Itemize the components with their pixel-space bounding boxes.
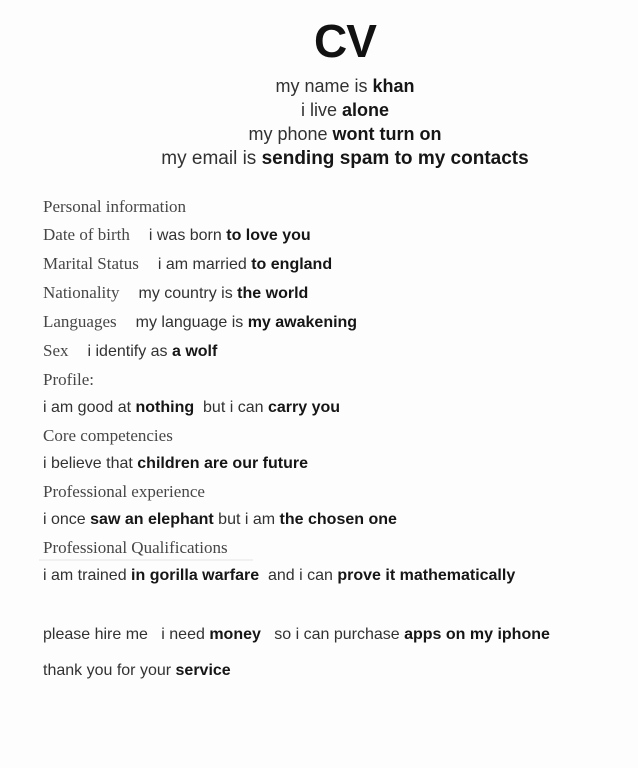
bold-text: service: [175, 662, 231, 679]
cv-core-competencies-line: [43, 455, 618, 473]
header-line-phone: [52, 122, 638, 146]
bold-text: money: [209, 626, 261, 643]
cv-personal-information-heading: Personal information: [43, 197, 187, 216]
regular-text: i am trained: [43, 567, 132, 584]
regular-text: i am married: [157, 256, 252, 273]
cv-marital-status: [43, 255, 618, 274]
field-label: Nationality: [43, 283, 120, 302]
bold-text: wont turn on: [332, 124, 442, 144]
cv-sex: [43, 342, 618, 361]
cv-professional-experience-heading: Professional experience: [43, 482, 205, 501]
regular-text: my language is: [135, 314, 248, 331]
regular-text: i believe that: [43, 455, 138, 472]
cv-hire-me-line: [43, 626, 618, 644]
bold-text: nothing: [135, 399, 195, 416]
header-line-email: [52, 146, 638, 172]
bold-text: to england: [251, 256, 333, 273]
bold-text: apps on my iphone: [404, 626, 550, 643]
regular-text: and i can: [259, 567, 338, 584]
bold-text: the chosen one: [279, 511, 397, 528]
regular-text: i identify as: [87, 343, 172, 360]
bold-text: a wolf: [171, 343, 218, 360]
field-label: Languages: [43, 312, 117, 331]
regular-text: my country is: [138, 285, 238, 302]
bold-text: sending spam to my contacts: [261, 148, 529, 169]
field-value: [149, 227, 311, 244]
regular-text: i was born: [148, 227, 227, 244]
cv-header-lines: [52, 74, 638, 172]
bold-text: my awakening: [247, 314, 358, 331]
cv-title: CV: [314, 15, 376, 67]
bold-text: in gorilla warfare: [131, 567, 260, 584]
field-label: Marital Status: [43, 254, 139, 273]
regular-text: but i can: [194, 399, 268, 416]
header-line-live: [52, 98, 638, 122]
regular-text: please hire me i need: [43, 626, 210, 643]
bold-text: khan: [372, 76, 415, 96]
cv-core-competencies-heading: Core competencies: [43, 426, 173, 445]
cv-thank-you-line: [43, 662, 618, 680]
regular-text: so i can purchase: [260, 626, 405, 643]
field-label: Date of birth: [43, 225, 130, 244]
cv-languages: [43, 313, 618, 332]
regular-text: thank you for your: [43, 662, 176, 679]
bold-text: the world: [237, 285, 309, 302]
cv-profile-heading: Profile:: [43, 370, 94, 389]
regular-text: i once: [43, 511, 91, 528]
regular-text: my phone: [248, 124, 333, 144]
cv-date-of-birth: [43, 226, 618, 245]
bold-text: children are our future: [137, 455, 308, 472]
regular-text: my name is: [275, 76, 373, 96]
cv-professional-experience-line: [43, 511, 618, 529]
bold-text: carry you: [267, 399, 341, 416]
field-value: [136, 314, 357, 331]
field-value: [138, 285, 308, 302]
cv-header: [0, 0, 638, 172]
bold-text: saw an elephant: [90, 511, 214, 528]
regular-text: my email is: [161, 148, 262, 169]
cv-professional-qualifications-heading: Professional Qualifications: [43, 539, 618, 557]
cv-body: [0, 198, 638, 680]
cv-profile-line: [43, 399, 618, 417]
field-value: [88, 343, 218, 360]
regular-text: but i am: [213, 511, 280, 528]
field-label: Sex: [43, 341, 69, 360]
header-line-name: [52, 74, 638, 98]
regular-text: i live: [300, 100, 342, 120]
cv-professional-qualifications-line: [43, 567, 618, 585]
bold-text: to love you: [226, 227, 311, 244]
regular-text: i am good at: [43, 399, 136, 416]
cv-nationality: [43, 284, 618, 303]
field-value: [158, 256, 332, 273]
bold-text: prove it mathematically: [337, 567, 516, 584]
bold-text: alone: [342, 100, 390, 120]
